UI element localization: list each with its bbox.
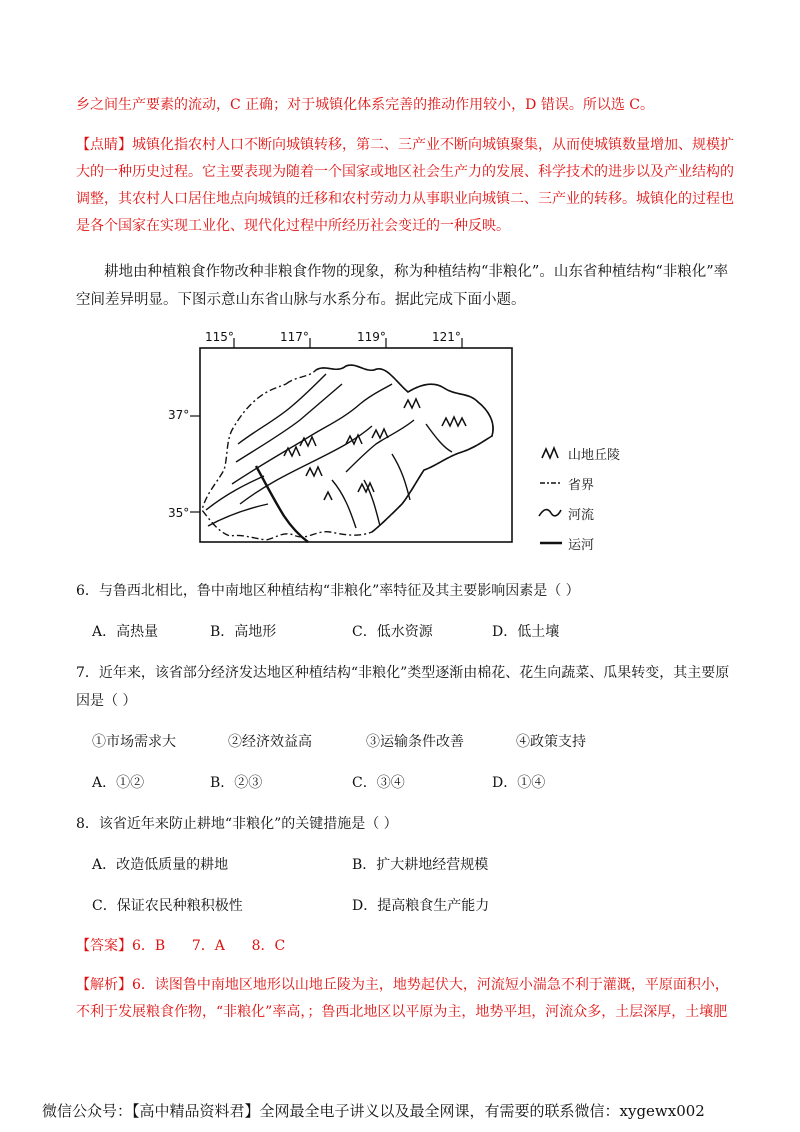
lon-label-117: 117° [280,330,309,344]
legend-mountain-label: 山地丘陵 [568,448,621,463]
q8-option-b[interactable]: B．扩大耕地经营规模 [352,857,489,873]
legend-border-label: 省界 [568,478,595,493]
lon-label-119: 119° [357,330,386,344]
mountain-symbols [284,399,466,500]
passage-text: 耕地由种植粮食作物改种非粮食作物的现象，称为种植结构“非粮化”。山东省种植结构“非粮化”率空间差异明显。下图示意山东省山脉与水系分布。据此完成下面小题。 [76,264,729,308]
answer-line [76,935,285,957]
map-ticks [190,338,462,512]
analysis-paragraph [76,972,736,1026]
q8-option-d[interactable]: D．提高粮食生产能力 [352,898,490,914]
analysis-text: 6．读图鲁中南地区地形以山地丘陵为主，地势起伏大，河流短小湍急不利于灌溉，平原面积小，不利于发展粮食作物，“非粮化”率高，；鲁西北地区以平原为主，地势平坦，河流众多，土层深厚，土壤肥 [76,977,729,1020]
q6-option-a[interactable]: A．高热量 [92,624,159,640]
legend-canal-label: 运河 [568,538,595,553]
q7-item-1: ①市场需求大 [92,734,176,750]
q7-option-c[interactable]: C．③④ [352,775,405,791]
river-icon [538,506,562,520]
shandong-map [196,344,526,564]
lat-label-37: 37° [168,408,190,422]
intro-line: 乡之间生产要素的流动，C 正确；对于城镇化体系完善的推动作用较小，D 错误。所以选 C。 [76,97,654,113]
canal-icon [540,538,562,548]
q8-option-a[interactable]: A．改造低质量的耕地 [92,857,229,873]
q7-option-a[interactable]: A．①② [92,775,145,791]
coastline [316,365,493,532]
q7-item-4: ④政策支持 [516,734,586,750]
q6-option-d[interactable]: D．低土壤 [492,624,560,640]
answer-text: 6．B 7．A 8．C [132,938,286,954]
lon-label-115: 115° [205,330,234,344]
dianjing-text: 城镇化指农村人口不断向城镇转移，第二、三产业不断向城镇聚集，从而使城镇数量增加、规模扩大的一种历史过程。它主要表现为随着一个国家或地区社会生产力的发展、科学技术的进步以及产业结构的调整，其农村人口居住地点向城镇的迁移和农村劳动力从事职业向城镇二、三产业的转移。城镇化的过程也是各个国家在实现工业化、现代化过程中所经历社会变迁的一种反映。 [76,137,734,234]
question-7-stem-line1: 7．近年来，该省部分经济发达地区种植结构“非粮化”类型逐渐由棉花、花生向蔬菜、瓜果转变，其主要原 [76,665,730,681]
q7-item-3: ③运输条件改善 [366,734,464,750]
q7-item-2: ②经济效益高 [228,734,312,750]
question-8-stem: 8．该省近年来防止耕地“非粮化”的关键措施是（ ） [76,816,398,832]
legend-river-label: 河流 [568,508,595,523]
q6-option-c[interactable]: C．低水资源 [352,624,433,640]
mountain-icon [540,446,562,460]
dianjing-paragraph [76,132,736,240]
q7-option-d[interactable]: D．①④ [492,775,546,791]
dianjing-tag: 【点睛】 [76,137,132,153]
question-7-stem-line2: 因是（ ） [76,693,137,709]
answer-tag: 【答案】 [76,938,132,954]
rivers [206,374,452,528]
question-6-stem: 6．与鲁西北相比，鲁中南地区种植结构“非粮化”率特征及其主要影响因素是（ ） [76,583,580,599]
province-border-icon [540,478,562,488]
q8-option-c[interactable]: C．保证农民种粮积极性 [92,898,243,914]
analysis-tag: 【解析】 [76,977,132,993]
q7-option-b[interactable]: B．②③ [210,775,263,791]
q6-option-b[interactable]: B．高地形 [210,624,277,640]
footer-contact: 微信公众号：【高中精品资料君】全网最全电子讲义以及最全网课，有需要的联系微信：xygewx002 [42,1102,705,1120]
lon-label-121: 121° [432,330,461,344]
lat-label-35: 35° [168,506,190,520]
